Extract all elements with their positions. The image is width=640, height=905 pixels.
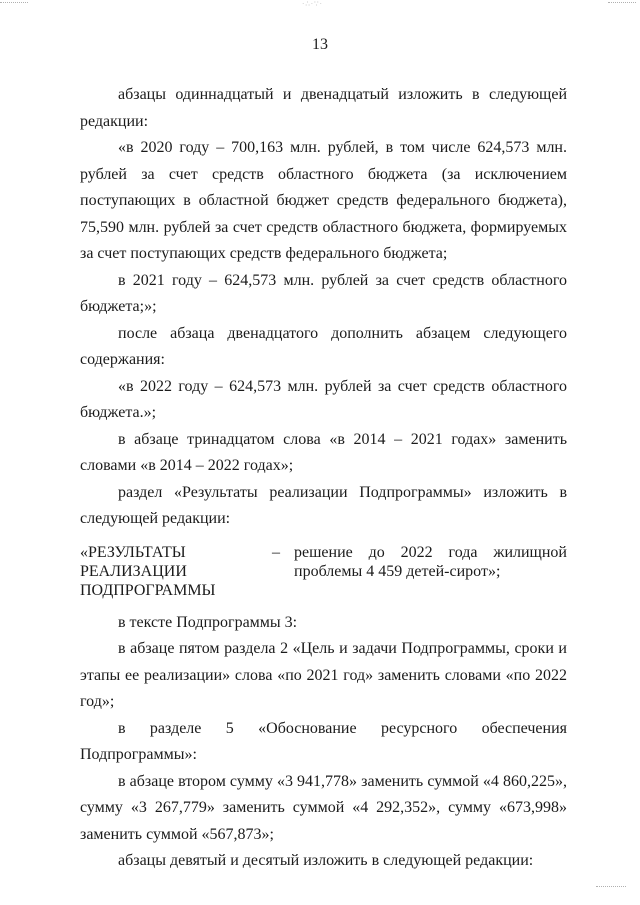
- spacer: [80, 600, 567, 610]
- scan-edge-top-right: [608, 2, 636, 4]
- paragraph-6: в абзаце тринадцатом слова «в 2014 – 2021 годах» заменить словами «в 2014 – 2022 годах»;: [80, 430, 567, 474]
- paragraph-1: абзацы одиннадцатый и двенадцатый изложить в следующей редакции:: [80, 86, 567, 130]
- paragraph-7: раздел «Результаты реализации Подпрограммы» изложить в следующей редакции:: [80, 483, 567, 527]
- paragraph-3: в 2021 году – 624,573 млн. рублей за счет средств областного бюджета;»;: [80, 271, 567, 315]
- paragraph-9: в абзаце пятом раздела 2 «Цель и задачи Подпрограммы, сроки и этапы ее реализации» слова «по 2021 год» заменить словами «по 2022 год»;: [80, 640, 567, 710]
- paragraph-5: «в 2022 году – 624,573 млн. рублей за счет средств областного бюджета.»;: [80, 377, 567, 421]
- spacer: [80, 533, 567, 543]
- paragraph-2: «в 2020 году – 700,163 млн. рублей, в том числе 624,573 млн. рублей за счет средств областного бюджета (за исключением поступающих в областной бюджет средств федерального бюджета), 75,590 млн. рублей за счет средств областного бюджета, формируемых за счет поступающих средств федерального бюджета;: [80, 139, 567, 262]
- page-number: 13: [312, 36, 328, 53]
- results-block: [80, 543, 567, 600]
- paragraph-11: в абзаце втором сумму «3 941,778» заменить суммой «4 860,225», сумму «3 267,779» заменить суммой «4 292,352», сумму «673,998» заменить суммой «567,873»;: [80, 772, 567, 843]
- scan-edge-bottom-right: [596, 886, 626, 888]
- paragraph-4: после абзаца двенадцатого дополнить абзацем следующего содержания:: [80, 324, 567, 368]
- results-label: «РЕЗУЛЬТАТЫ РЕАЛИЗАЦИИ ПОДПРОГРАММЫ: [80, 543, 216, 599]
- paragraph-8: в тексте Подпрограммы 3:: [118, 613, 298, 631]
- results-dash: –: [272, 543, 280, 561]
- document-body: [80, 82, 567, 875]
- results-value: решение до 2022 года жилищной проблемы 4 459 детей-сирот»;: [294, 543, 567, 580]
- paragraph-12: абзацы девятый и десятый изложить в следующей редакции:: [118, 852, 534, 869]
- paragraph-10: в разделе 5 «Обоснование ресурсного обеспечения Подпрограммы»:: [80, 719, 567, 763]
- scan-mark: ·∴·∵·: [302, 0, 323, 8]
- scan-edge-top-left: [0, 2, 28, 4]
